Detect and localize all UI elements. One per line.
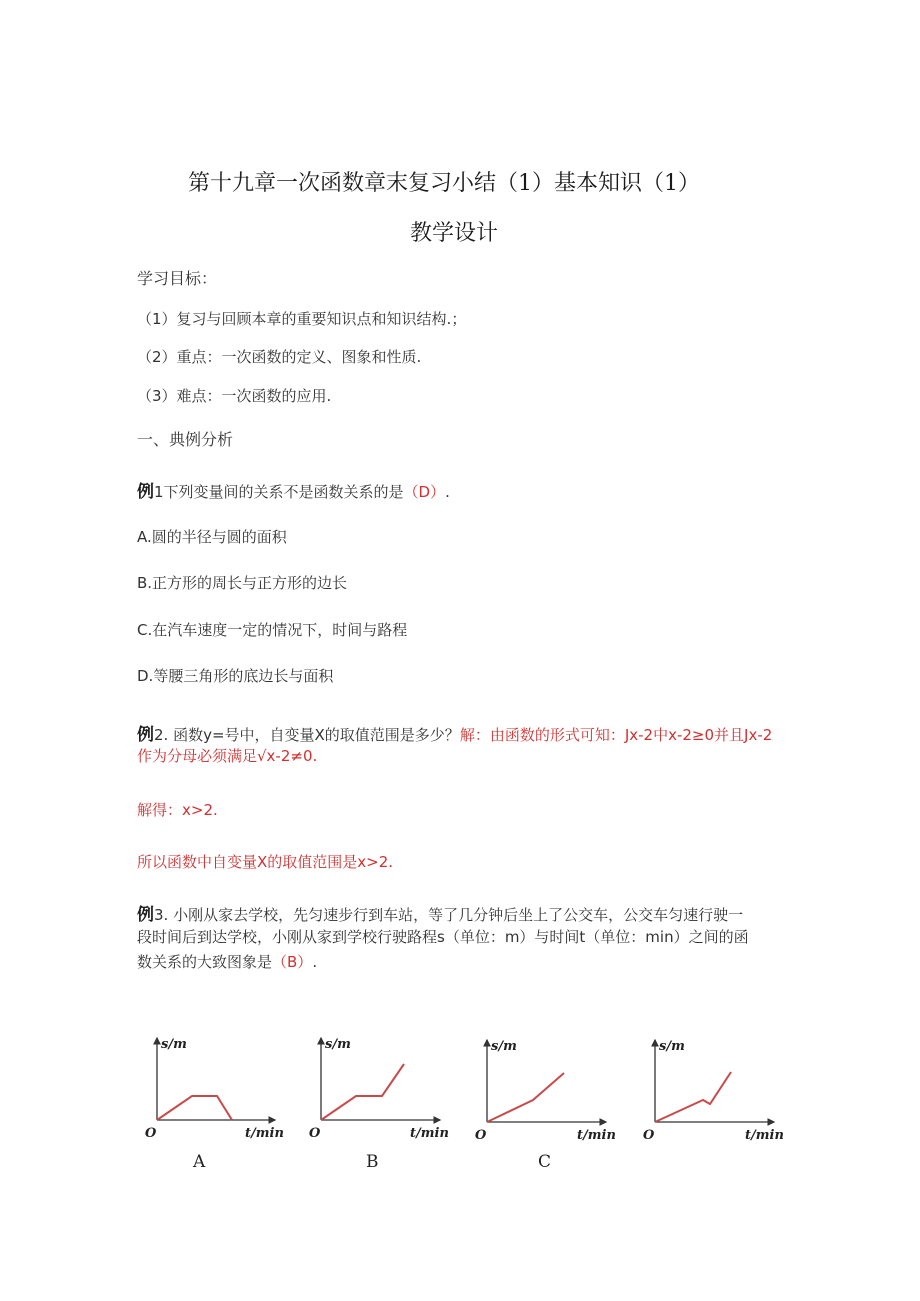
example1-option-d: D.等腰三角形的底边长与面积 [137,667,334,685]
graph-c [475,1039,616,1172]
graph-d-curve [655,1072,731,1122]
objective-item-2: （2）重点：一次函数的定义、图象和性质. [137,348,422,366]
example3-answer: （B） [272,953,313,971]
example1-text: 1下列变量间的关系不是函数关系的是 [154,483,404,501]
graph-b-xlabel: t/min [410,1126,449,1141]
graph-b-letter: B [366,1152,379,1172]
page-title: 第十九章一次函数章末复习小结（1）基本知识（1） [188,171,700,196]
example1-option-b: B.正方形的周长与正方形的边长 [137,574,348,592]
example3-line3 [137,951,317,972]
graph-panel [0,1020,920,1200]
graph-d [643,1039,784,1143]
example3-end: . [312,953,318,971]
example1-end: . [445,483,450,501]
example1-option-a: A.圆的半径与圆的面积 [137,528,287,546]
objectives-heading: 学习目标： [137,269,218,288]
graph-b-curve [321,1064,404,1120]
graph-d-xlabel: t/min [745,1128,784,1143]
example3-line2: 段时间后到达学校，小刚从家到学校行驶路程s（单位：m）与时间t（单位：min）之间的函 [137,928,749,946]
graph-c-letter: C [538,1152,552,1172]
example1-answer: （D） [403,483,446,501]
example2-label: 例 [137,725,154,745]
example2-answer-line1: 解：由函数的形式可知：Jx-2中x-2≥0并且Jx-2 [459,726,773,744]
graph-d-origin: O [643,1128,655,1143]
example2-solve: 解得：x>2. [137,801,218,819]
example1-option-c: C.在汽车速度一定的情况下，时间与路程 [137,621,408,639]
example3-text1: 3. 小刚从家去学校，先匀速步行到车站，等了几分钟后坐上了公交车，公交车匀速行驶一 [154,906,744,924]
example3-line1 [137,900,743,925]
example3-text3: 数关系的大致图象是 [137,953,273,971]
example2-answer-line2: 作为分母必须满足√x-2≠0. [137,747,318,765]
graph-b-ylabel: s/m [325,1037,351,1052]
graph-c-origin: O [475,1128,487,1143]
example2-question [137,720,772,745]
example1-label: 例 [137,482,154,502]
page-subtitle: 教学设计 [410,221,499,246]
graph-c-curve [487,1073,564,1122]
graph-b [309,1037,449,1172]
objective-item-3: （3）难点：一次函数的应用. [137,387,332,405]
graph-b-origin: O [309,1126,321,1141]
section-heading: 一、典例分析 [137,430,234,449]
graph-a-curve [157,1096,232,1120]
example2-text: 2. 函数y=号中，自变量X的取值范围是多少？ [154,726,460,744]
graph-d-ylabel: s/m [659,1039,685,1054]
graph-a-ylabel: s/m [161,1037,187,1052]
graph-a [145,1037,284,1172]
example3-label: 例 [137,905,154,925]
graph-a-xlabel: t/min [245,1126,284,1141]
example2-conclusion: 所以函数中自变量X的取值范围是x>2. [137,853,394,871]
example1-question [137,477,450,502]
graph-c-xlabel: t/min [577,1128,616,1143]
graph-a-origin: O [145,1126,157,1141]
graph-c-ylabel: s/m [491,1039,517,1054]
objective-item-1: （1）复习与回顾本章的重要知识点和知识结构.； [137,310,467,328]
graph-a-letter: A [193,1152,206,1172]
